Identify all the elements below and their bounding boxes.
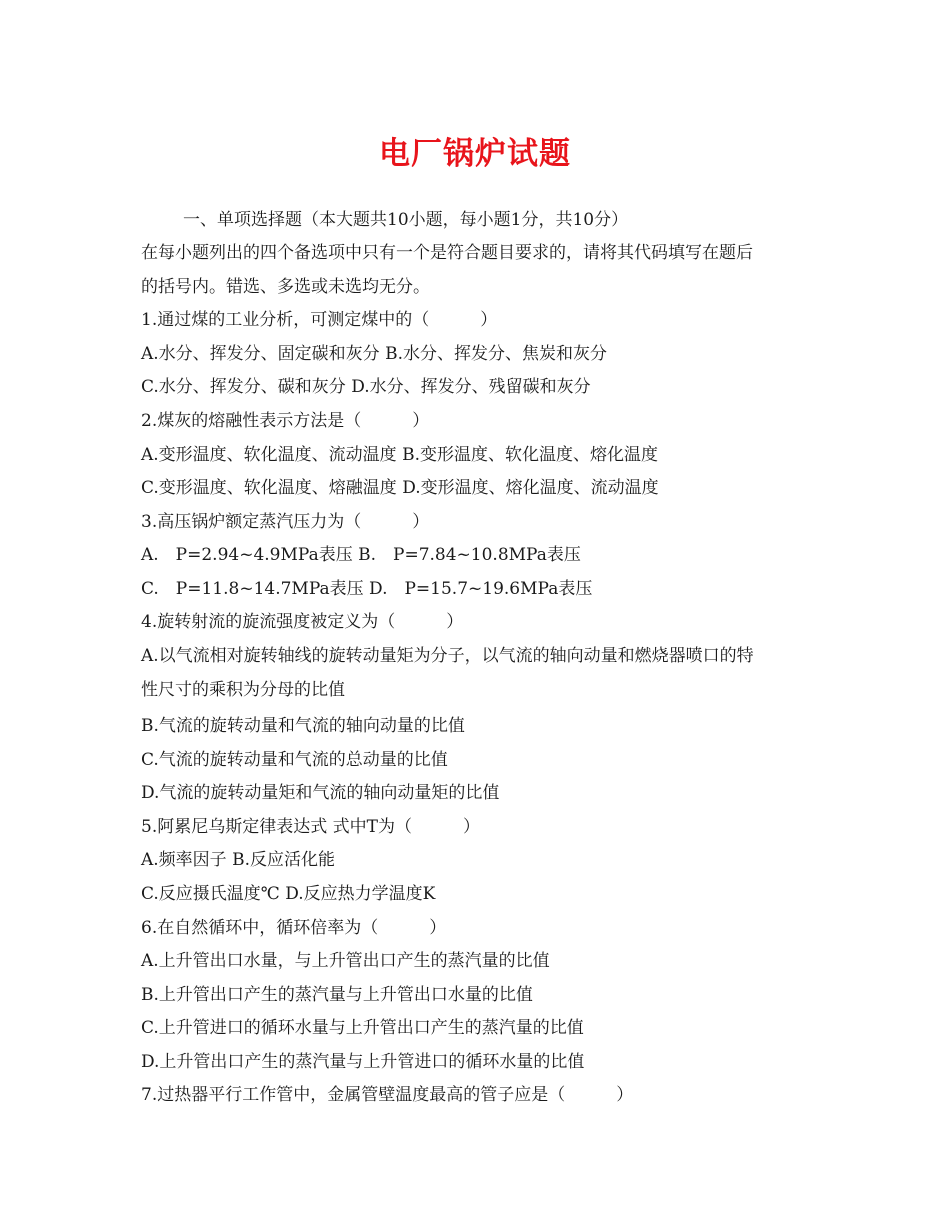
q3-options-ab: A. P=2.94~4.9MPa表压 B. P=7.84~10.8MPa表压 [141,545,581,565]
instructions-line-1: 在每小题列出的四个备选项中只有一个是符合题目要求的，请将其代码填写在题后 [141,243,753,263]
q6-option-d: D.上升管出口产生的蒸汽量与上升管进口的循环水量的比值 [141,1052,585,1072]
question-4: 4.旋转射流的旋流强度被定义为（ ） [141,612,464,632]
q5-options-cd: C.反应摄氏温度℃ D.反应热力学温度K [141,884,436,904]
q2-options-ab: A.变形温度、软化温度、流动温度 B.变形温度、软化温度、熔化温度 [141,445,658,465]
q6-option-a: A.上升管出口水量，与上升管出口产生的蒸汽量的比值 [141,951,550,971]
q4-option-b: B.气流的旋转动量和气流的轴向动量的比值 [141,716,465,736]
q1-options-cd: C.水分、挥发分、碳和灰分 D.水分、挥发分、残留碳和灰分 [141,377,591,397]
question-7: 7.过热器平行工作管中，金属管壁温度最高的管子应是（ ） [141,1085,634,1105]
question-3: 3.高压锅炉额定蒸汽压力为（ ） [141,512,430,532]
document-title: 电厂锅炉试题 [379,136,571,172]
q2-options-cd: C.变形温度、软化温度、熔融温度 D.变形温度、熔化温度、流动温度 [141,478,659,498]
q4-option-d: D.气流的旋转动量矩和气流的轴向动量矩的比值 [141,783,500,803]
q1-options-ab: A.水分、挥发分、固定碳和灰分 B.水分、挥发分、焦炭和灰分 [141,344,607,364]
question-1: 1.通过煤的工业分析，可测定煤中的（ ） [141,310,498,330]
q3-options-cd: C. P=11.8~14.7MPa表压 D. P=15.7~19.6MPa表压 [141,579,593,599]
section-heading: 一、单项选择题（本大题共10小题，每小题1分，共10分） [183,210,629,230]
q4-option-c: C.气流的旋转动量和气流的总动量的比值 [141,750,448,770]
question-5: 5.阿累尼乌斯定律表达式 式中T为（ ） [141,817,480,837]
q6-option-c: C.上升管进口的循环水量与上升管出口产生的蒸汽量的比值 [141,1018,584,1038]
q6-option-b: B.上升管出口产生的蒸汽量与上升管出口水量的比值 [141,985,533,1005]
q4-option-a-line-2: 性尺寸的乘积为分母的比值 [141,680,345,700]
question-2: 2.煤灰的熔融性表示方法是（ ） [141,411,430,431]
question-6: 6.在自然循环中，循环倍率为（ ） [141,918,447,938]
q4-option-a-line-1: A.以气流相对旋转轴线的旋转动量矩为分子，以气流的轴向动量和燃烧器喷口的特 [141,646,754,666]
q5-options-ab: A.频率因子 B.反应活化能 [141,850,335,870]
instructions-line-2: 的括号内。错选、多选或未选均无分。 [141,277,430,297]
